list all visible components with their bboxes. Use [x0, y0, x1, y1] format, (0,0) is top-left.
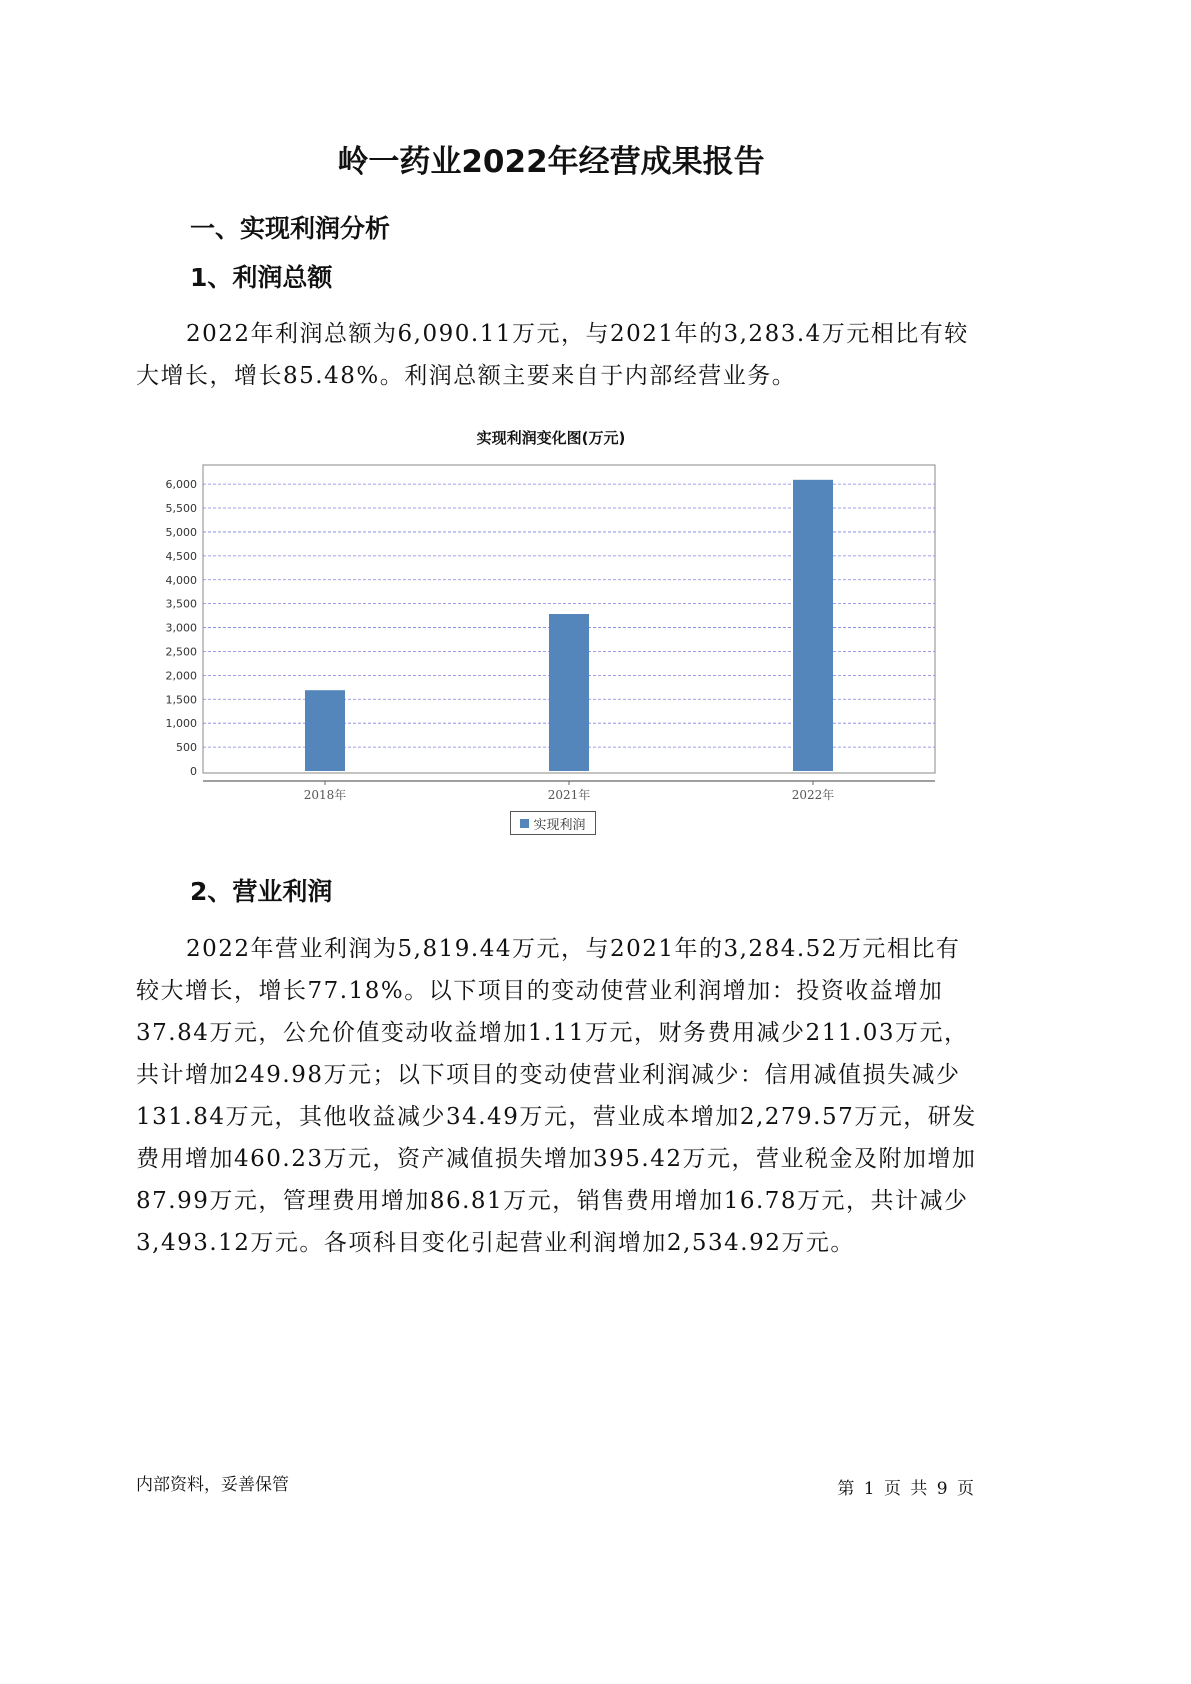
- y-tick-label: 1,000: [165, 717, 197, 731]
- chart-legend: [510, 811, 596, 835]
- operating-profit-paragraph: 2022年营业利润为5,819.44万元，与2021年的3,284.52万元相比有较大增长，增长77.18%。以下项目的变动使营业利润增加：投资收益增加37.84万元，公允价值变动收益增加1.11万元，财务费用减少211.03万元，共计增加249.98万元；以下项目的变动使营业利润减少：信用减值损失减少131.84万元，其他收益减少34.49万元，营业成本增加2,279.57万元，研发费用增加460.23万元，资产减值损失增加395.42万元，营业税金及附加增加87.99万元，管理费用增加86.81万元，销售费用增加16.78万元，共计减少3,493.12万元。各项科目变化引起营业利润增加2,534.92万元。: [136, 936, 977, 1256]
- y-tick-label: 2,000: [165, 669, 197, 683]
- y-tick-label: 3,500: [165, 597, 197, 611]
- y-tick-label: 500: [176, 741, 197, 755]
- y-tick-label: 5,500: [165, 502, 197, 516]
- profit-bar-chart: [0, 0, 1102, 860]
- document-title: 岭一药业2022年经营成果报告: [337, 144, 765, 180]
- footer-confidential-note: 内部资料，妥善保管: [136, 1475, 289, 1495]
- bar-2018年: [305, 690, 345, 771]
- y-tick-label: 0: [190, 765, 197, 778]
- chart-title: 实现利润变化图(万元): [476, 429, 626, 447]
- x-tick-label: 2022年: [791, 788, 835, 802]
- y-tick-label: 3,000: [165, 621, 197, 635]
- y-tick-label: 4,500: [165, 549, 197, 563]
- y-tick-label: 6,000: [165, 478, 197, 492]
- bar-2022年: [793, 480, 833, 771]
- bar-2021年: [549, 614, 589, 771]
- y-tick-label: 5,000: [165, 525, 197, 539]
- legend-swatch: [520, 819, 529, 828]
- x-tick-label: 2018年: [303, 788, 347, 802]
- subsection-heading-total-profit: 1、利润总额: [190, 263, 333, 292]
- legend-label: 实现利润: [533, 817, 586, 833]
- section-heading-profit-analysis: 一、实现利润分析: [190, 214, 391, 243]
- x-tick-label: 2021年: [547, 788, 591, 802]
- y-tick-label: 2,500: [165, 645, 197, 659]
- footer-page-number: 第 1 页 共 9 页: [837, 1479, 974, 1499]
- subsection-heading-operating-profit: 2、营业利润: [190, 877, 333, 906]
- total-profit-paragraph: 2022年利润总额为6,090.11万元，与2021年的3,283.4万元相比有较大增长，增长85.48%。利润总额主要来自于内部经营业务。: [136, 321, 969, 389]
- y-tick-label: 1,500: [165, 693, 197, 707]
- y-tick-label: 4,000: [165, 573, 197, 587]
